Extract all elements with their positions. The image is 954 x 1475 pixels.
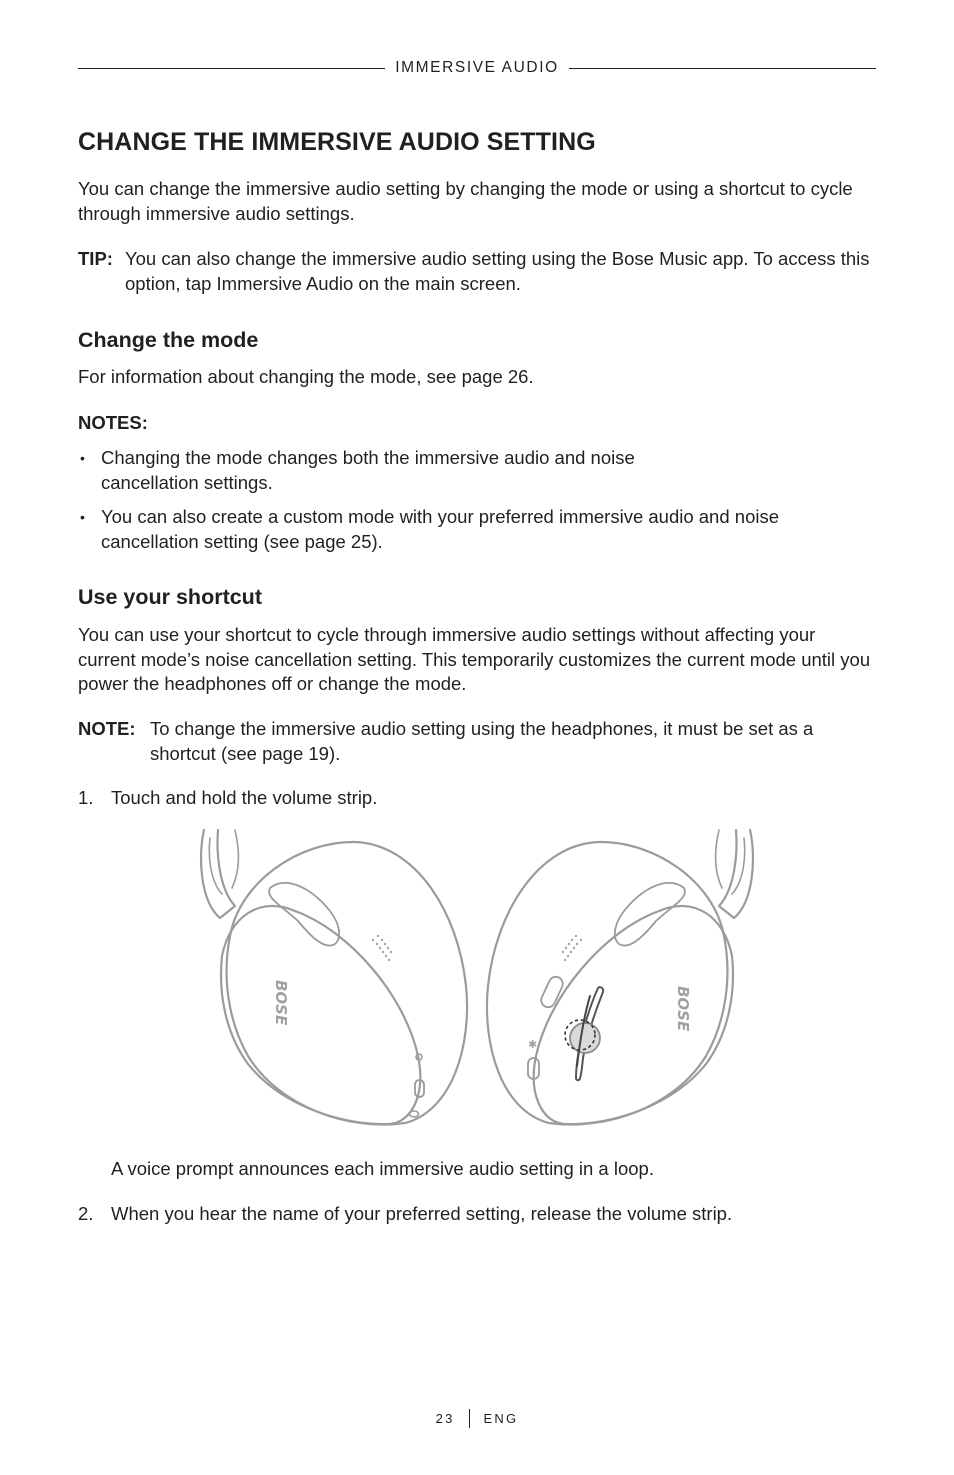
footer-divider: [469, 1409, 470, 1428]
step-number: 1.: [78, 787, 94, 808]
step-item: [78, 1202, 878, 1227]
right-earcup-illustration: [487, 830, 753, 1125]
language-code: ENG: [483, 1410, 519, 1426]
intro-paragraph: You can change the immersive audio setting by changing the mode or using a shortcut to cycle through immersive audio settings.: [78, 178, 853, 224]
left-earcup-illustration: [201, 830, 467, 1125]
list-item: [78, 505, 878, 554]
left-brand-logo: BOSE: [272, 980, 290, 1026]
tip-label: TIP:: [78, 248, 113, 269]
section-label: IMMERSIVE AUDIO: [395, 59, 559, 76]
header-rule-right: [569, 68, 876, 69]
page-title: CHANGE THE IMMERSIVE AUDIO SETTING: [78, 128, 596, 156]
running-header: [78, 57, 876, 79]
shortcut-heading: Use your shortcut: [78, 585, 262, 609]
list-item: [78, 446, 718, 495]
change-mode-text: For information about changing the mode, see page 26.: [78, 366, 534, 387]
change-mode-heading: Change the mode: [78, 328, 259, 352]
step-text: Touch and hold the volume strip.: [111, 787, 378, 808]
bluetooth-icon: ✱: [528, 1038, 538, 1051]
notes-label: NOTES:: [78, 412, 148, 433]
note-text: You can also create a custom mode with your preferred immersive audio and noise cancellation setting (see page 25).: [101, 506, 780, 552]
tip-block: [78, 247, 878, 296]
note-text: Changing the mode changes both the immersive audio and noise cancellation settings.: [101, 447, 635, 493]
header-rule-left: [78, 68, 385, 69]
page-number: 23: [435, 1410, 455, 1426]
step-result: A voice prompt announces each immersive audio setting in a loop.: [111, 1158, 654, 1179]
step-text: When you hear the name of your preferred setting, release the volume strip.: [111, 1203, 733, 1224]
headphones-illustration: [190, 826, 764, 1128]
bullet-dot: •: [80, 509, 85, 525]
step-item: [78, 786, 878, 811]
bullet-dot: •: [80, 450, 85, 466]
page-footer: [0, 1406, 954, 1430]
note-label: NOTE:: [78, 718, 136, 739]
step-number: 2.: [78, 1203, 94, 1224]
right-brand-logo: BOSE: [674, 986, 692, 1032]
shortcut-paragraph: You can use your shortcut to cycle through immersive audio settings without affecting your current mode’s noise cancellation setting. This temporarily customizes the current mode until you power the headphones off or change the mode.: [78, 624, 871, 694]
note-text: To change the immersive audio setting using the headphones, it must be set as a shortcut (see page 19).: [150, 718, 814, 764]
tip-text: You can also change the immersive audio setting using the Bose Music app. To access this option, tap Immersive Audio on the main screen.: [125, 248, 870, 294]
note-block: [78, 717, 878, 766]
